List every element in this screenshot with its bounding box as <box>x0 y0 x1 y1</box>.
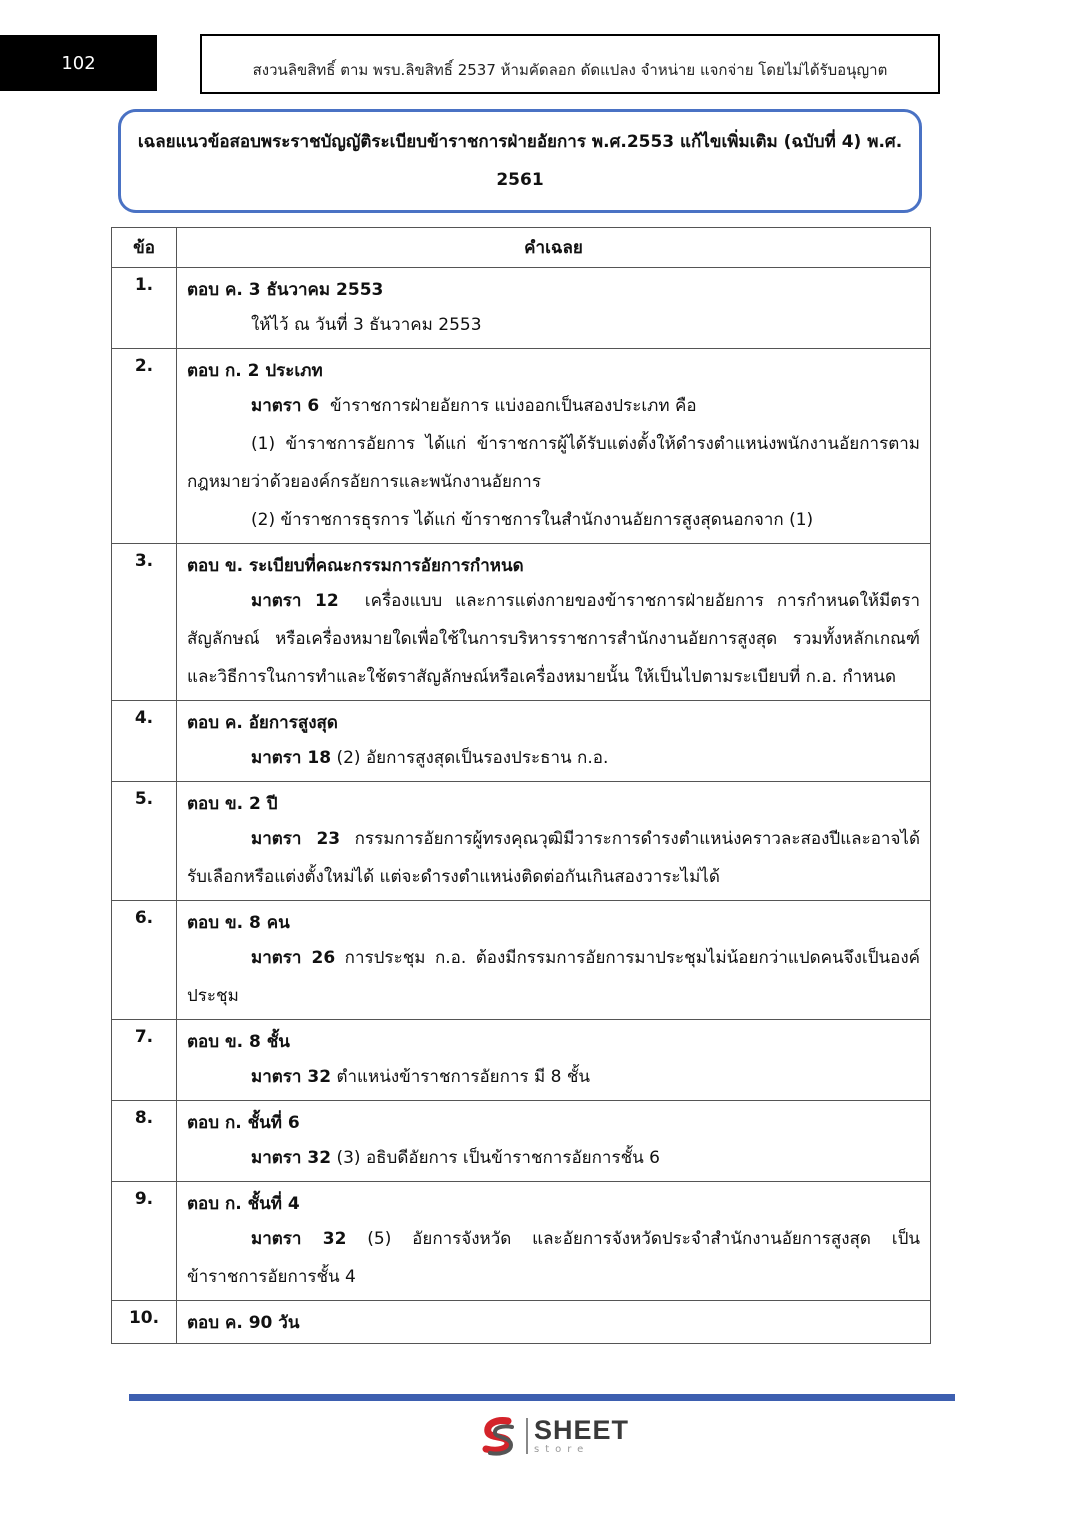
answer-choice: ตอบ ค. อัยการสูงสุด <box>187 713 338 733</box>
table-row <box>112 782 931 901</box>
section-ref: มาตรา 32 <box>251 1229 347 1249</box>
section-ref: มาตรา 32 <box>251 1148 332 1168</box>
table-row <box>112 1301 931 1344</box>
answer-choice: ตอบ ก. 2 ประเภท <box>187 361 323 381</box>
table-row <box>112 701 931 782</box>
answer-subitem: (2) ข้าราชการธุรการ ได้แก่ ข้าราชการในสำนักงานอัยการสูงสุดนอกจาก (1) <box>251 510 814 530</box>
row-number: 10. <box>112 1301 177 1344</box>
answer-choice: ตอบ ข. ระเบียบที่คณะกรรมการอัยการกำหนด <box>187 556 524 576</box>
section-text: เครื่องแบบ และการแต่งกายของข้าราชการฝ่ายอัยการ การกำหนดให้มีตราสัญลักษณ์ หรือเครื่องหมายใดเพื่อใช้ในการบริหารราชการสำนักงานอัยการสูงสุด รวมทั้งหลักเกณฑ์และวิธีการในการทำและใช้ตราสัญลักษณ์หรือเครื่องหมายนั้น ให้เป็นไปตามระเบียบที่ ก.อ. กำหนด <box>187 591 920 687</box>
table-row <box>112 544 931 701</box>
logo-separator <box>526 1418 528 1454</box>
column-header-no: ข้อ <box>112 228 177 268</box>
logo-subword: store <box>534 1444 590 1455</box>
section-text: กรรมการอัยการผู้ทรงคุณวุฒิมีวาระการดำรงตำแหน่งคราวละสองปีและอาจได้รับเลือกหรือแต่งตั้งใหม่ได้ แต่จะดำรงตำแหน่งติดต่อกันเกินสองวาระไม่ได้ <box>187 829 921 887</box>
section-text: (5) อัยการจังหวัด และอัยการจังหวัดประจำสำนักงานอัยการสูงสุด เป็นข้าราชการอัยการชั้น 4 <box>187 1229 920 1287</box>
answer-choice: ตอบ ก. ชั้นที่ 4 <box>187 1194 300 1214</box>
table-row <box>112 1182 931 1301</box>
section-text: การประชุม ก.อ. ต้องมีกรรมการอัยการมาประชุมไม่น้อยกว่าแปดคนจึงเป็นองค์ประชุม <box>187 948 921 1006</box>
row-answer-cell <box>177 1301 931 1344</box>
row-number: 4. <box>112 701 177 782</box>
answer-choice: ตอบ ข. 8 ชั้น <box>187 1032 290 1052</box>
section-ref: มาตรา 6 <box>251 396 320 416</box>
logo-text <box>534 1417 629 1455</box>
row-number: 3. <box>112 544 177 701</box>
row-answer-cell <box>177 782 931 901</box>
answer-choice: ตอบ ก. ชั้นที่ 6 <box>187 1113 300 1133</box>
row-answer-cell <box>177 349 931 544</box>
row-answer-cell <box>177 701 931 782</box>
row-number: 2. <box>112 349 177 544</box>
footer-divider <box>129 1394 955 1401</box>
row-answer-cell <box>177 901 931 1020</box>
title-line-2: 2561 <box>496 170 544 190</box>
logo-s-icon <box>478 1415 520 1457</box>
answer-detail <box>187 1139 920 1177</box>
answer-detail: ให้ไว้ ณ วันที่ 3 ธันวาคม 2553 <box>251 315 482 335</box>
table-row <box>112 349 931 544</box>
title-line-1: เฉลยแนวข้อสอบพระราชบัญญัติระเบียบข้าราชการฝ่ายอัยการ พ.ศ.2553 แก้ไขเพิ่มเติม (ฉบับที่ 4) พ.ศ. <box>137 132 903 152</box>
answer-detail <box>187 739 920 777</box>
copyright-notice: สงวนลิขสิทธิ์ ตาม พรบ.ลิขสิทธิ์ 2537 ห้ามคัดลอก ดัดแปลง จำหน่าย แจกจ่าย โดยไม่ได้รับอนุญาต <box>200 34 940 94</box>
answer-detail <box>187 387 920 425</box>
answer-choice: ตอบ ค. 3 ธันวาคม 2553 <box>187 280 384 300</box>
answer-table <box>111 227 931 1344</box>
table-row <box>112 901 931 1020</box>
row-number: 7. <box>112 1020 177 1101</box>
table-row <box>112 1101 931 1182</box>
row-number: 1. <box>112 268 177 349</box>
row-number: 5. <box>112 782 177 901</box>
logo-word: SHEET <box>534 1415 630 1445</box>
answer-subitem: (1) ข้าราชการอัยการ ได้แก่ ข้าราชการผู้ได้รับแต่งตั้งให้ดำรงตำแหน่งพนักงานอัยการตามกฎหมายว่าด้วยองค์กรอัยการและพนักงานอัยการ <box>187 434 920 492</box>
section-ref: มาตรา 12 <box>251 591 339 611</box>
section-ref: มาตรา 23 <box>251 829 341 849</box>
section-text: ตำแหน่งข้าราชการอัยการ มี 8 ชั้น <box>336 1067 591 1087</box>
row-answer-cell <box>177 1101 931 1182</box>
section-text: (3) อธิบดีอัยการ เป็นข้าราชการอัยการชั้น 6 <box>336 1148 660 1168</box>
answer-detail <box>187 1220 920 1296</box>
answer-choice: ตอบ ข. 2 ปี <box>187 794 278 814</box>
answer-choice: ตอบ ข. 8 คน <box>187 913 290 933</box>
answer-detail <box>187 1058 920 1096</box>
table-row <box>112 268 931 349</box>
section-text: (2) อัยการสูงสุดเป็นรองประธาน ก.อ. <box>336 748 609 768</box>
column-header-answer: คำเฉลย <box>177 228 931 268</box>
table-header-row <box>112 228 931 268</box>
page-number: 102 <box>0 35 157 91</box>
section-ref: มาตรา 18 <box>251 748 332 768</box>
section-ref: มาตรา 32 <box>251 1067 332 1087</box>
row-number: 6. <box>112 901 177 1020</box>
row-answer-cell <box>177 544 931 701</box>
row-answer-cell <box>177 1020 931 1101</box>
section-ref: มาตรา 26 <box>251 948 336 968</box>
answer-detail <box>187 939 920 1015</box>
answer-detail <box>187 820 920 896</box>
row-answer-cell <box>177 268 931 349</box>
section-text: ข้าราชการฝ่ายอัยการ แบ่งออกเป็นสองประเภท คือ <box>330 396 697 416</box>
sheet-store-logo <box>478 1414 629 1458</box>
answer-detail <box>187 582 920 696</box>
answer-choice: ตอบ ค. 90 วัน <box>187 1313 300 1333</box>
document-title <box>118 109 922 213</box>
row-answer-cell <box>177 1182 931 1301</box>
table-row <box>112 1020 931 1101</box>
row-number: 8. <box>112 1101 177 1182</box>
row-number: 9. <box>112 1182 177 1301</box>
